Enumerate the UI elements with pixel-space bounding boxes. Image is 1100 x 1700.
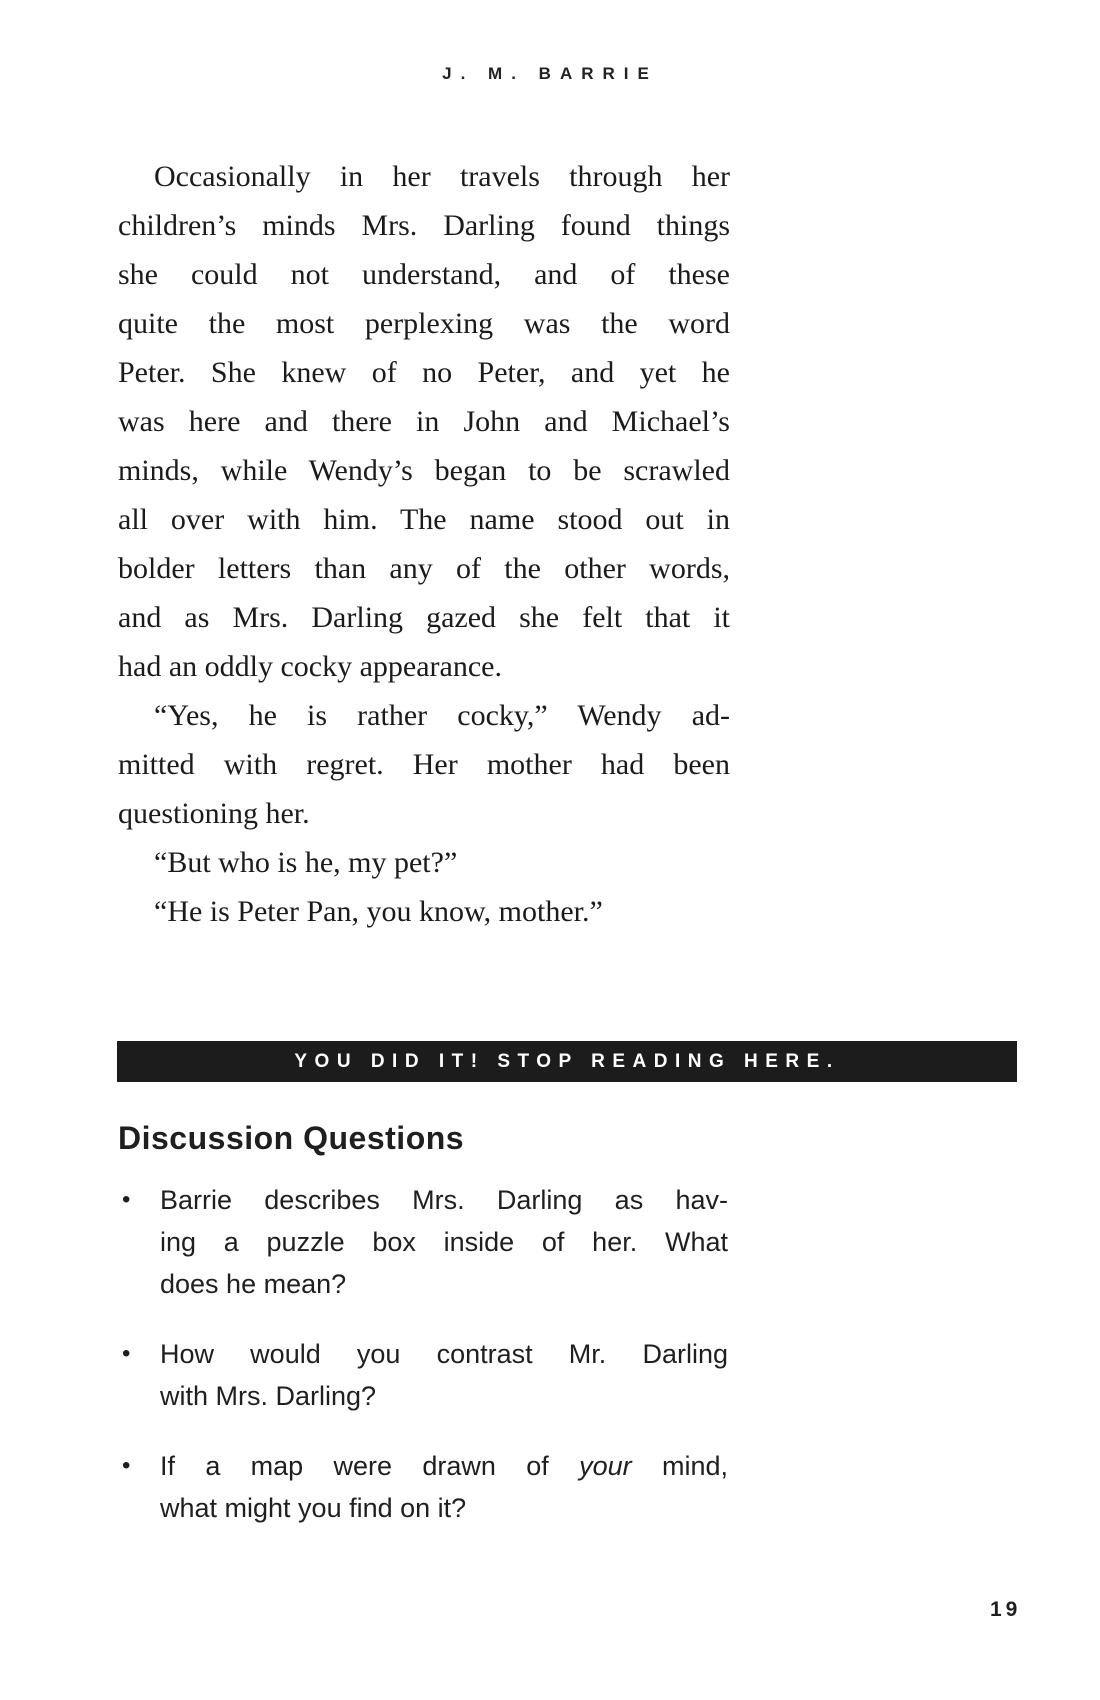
running-header: J. M. BARRIE: [442, 64, 658, 83]
discussion-item: [118, 1179, 728, 1305]
page-number: 19: [990, 1598, 1022, 1621]
stop-reading-banner: [117, 1041, 1017, 1082]
body-line: “But who is he, my pet?”: [154, 846, 458, 879]
discussion-item: [118, 1333, 728, 1417]
bullet-icon: •: [122, 1452, 131, 1479]
bullet-icon: •: [122, 1186, 131, 1213]
bullet-icon: •: [122, 1340, 131, 1367]
body-line: quite the most perplexing was the word: [118, 307, 730, 340]
discussion-line: does he mean?: [160, 1269, 347, 1299]
body-text: [118, 152, 730, 936]
body-line: “He is Peter Pan, you know, mother.”: [154, 895, 603, 928]
discussion-line: ing a puzzle box inside of her. What: [160, 1227, 728, 1257]
discussion-section: [118, 1120, 728, 1557]
discussion-line: what might you find on it?: [160, 1493, 467, 1523]
discussion-line: If a map were drawn of your mind,: [160, 1451, 728, 1481]
discussion-list: [118, 1179, 728, 1529]
body-line: “Yes, he is rather cocky,” Wendy ad-: [154, 699, 730, 732]
discussion-line: How would you contrast Mr. Darling: [160, 1339, 728, 1369]
body-line: mitted with regret. Her mother had been: [118, 748, 730, 781]
discussion-line: Barrie describes Mrs. Darling as hav-: [160, 1185, 728, 1215]
body-line: bolder letters than any of the other words,: [118, 552, 730, 585]
body-line: was here and there in John and Michael’s: [118, 405, 730, 438]
body-line: had an oddly cocky appearance.: [118, 650, 502, 683]
body-line: and as Mrs. Darling gazed she felt that it: [118, 601, 730, 634]
body-line: Occasionally in her travels through her: [154, 160, 730, 193]
discussion-line: with Mrs. Darling?: [160, 1381, 377, 1411]
discussion-item: [118, 1445, 728, 1529]
discussion-heading: Discussion Questions: [118, 1120, 465, 1156]
body-line: children’s minds Mrs. Darling found things: [118, 209, 730, 242]
body-line: minds, while Wendy’s began to be scrawled: [118, 454, 730, 487]
banner-label: YOU DID IT! STOP READING HERE.: [294, 1050, 840, 1072]
body-line: questioning her.: [118, 797, 310, 830]
body-line: she could not understand, and of these: [118, 258, 730, 291]
body-line: Peter. She knew of no Peter, and yet he: [118, 356, 730, 389]
body-line: all over with him. The name stood out in: [118, 503, 730, 536]
